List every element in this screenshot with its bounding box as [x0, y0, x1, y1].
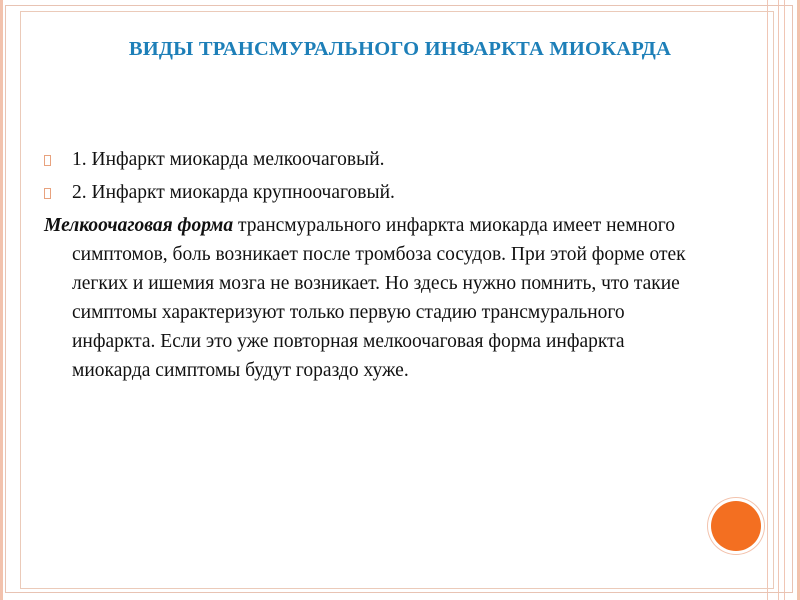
bullet-square-icon — [44, 155, 51, 166]
bullet-text: 2. Инфаркт миокарда крупноочаговый. — [72, 182, 395, 203]
slide-content — [44, 145, 704, 385]
bullet-item — [44, 145, 704, 174]
bullet-item — [44, 178, 704, 207]
paragraph-lead: Мелкоочаговая форма — [44, 215, 234, 236]
bullet-text: 1. Инфаркт миокарда мелкоочаговый. — [72, 149, 385, 170]
paragraph-body: трансмурального инфаркта миокарда имеет немного симптомов, боль возникает после тромбоза сосудов. При этой форме отек легких и ишемия мозга не возникает. Но здесь нужно помнить, что такие симптомы характеризуют только первую стадию трансмурального инфаркта. Если это уже повторная мелкоочаговая форма инфаркта миокарда симптомы будут гораздо хуже. — [72, 215, 686, 381]
slide-title: ВИДЫ ТРАНСМУРАЛЬНОГО ИНФАРКТА МИОКАРДА — [128, 38, 672, 60]
body-paragraph — [44, 211, 704, 385]
bullet-square-icon — [44, 188, 51, 199]
decorative-circle — [711, 501, 761, 551]
left-border-band — [0, 0, 3, 600]
